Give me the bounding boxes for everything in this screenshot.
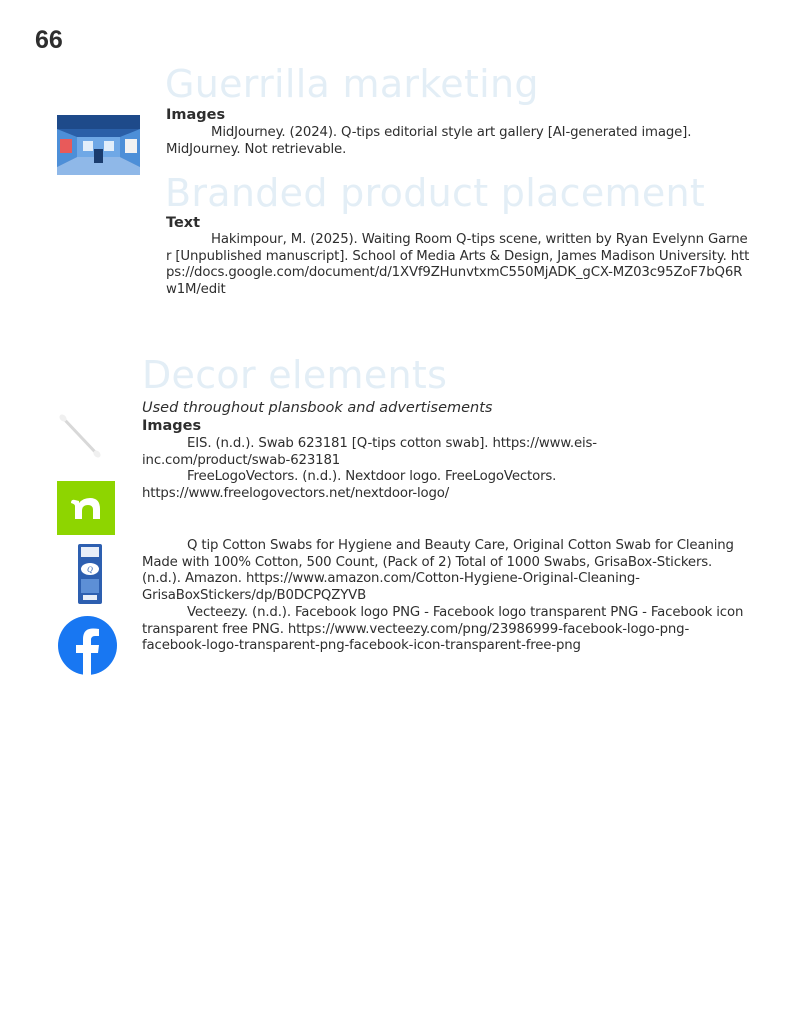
images-label: Images (142, 418, 202, 434)
reference-entry: Hakimpour, M. (2025). Waiting Room Q-tips scene, written by Ryan Evelynn Garner [Unpublished manuscript]. School of Media Arts & Design, James Madison University. https://docs.google.com/document/d/1XVf9ZHunvtxmC550MjADK_gCX-MZ03c95ZoF7bQ6Rw1M/edit (166, 232, 750, 297)
section-heading-branded-product-placement: Branded product placement (165, 171, 706, 215)
reference-entry: Vecteezy. (n.d.). Facebook logo PNG - Facebook logo transparent PNG - Facebook icon transparent free PNG. https://www.vecteezy.com/png/23986999-facebook-logo-png-facebook-logo-transparent-png-facebook-icon-transparent-free-png (142, 605, 744, 654)
reference-entry: Q tip Cotton Swabs for Hygiene and Beauty Care, Original Cotton Swab for Cleaning Made with 100% Cotton, 500 Count, (Pack of 2) Total of 1000 Swabs, GrisaBox-Stickers. (n.d.). Amazon. https://www.amazon.com/Cotton-Hygiene-Original-Cleaning-GrisaBoxStickers/dp/B0DCPQZYVB (142, 538, 734, 603)
section-subtitle: Used throughout plansbook and advertisements (142, 400, 493, 416)
page-number: 66 (35, 26, 63, 54)
facebook-logo-icon (57, 615, 118, 676)
nextdoor-logo-icon (57, 481, 115, 535)
section-heading-decor-elements: Decor elements (142, 353, 448, 397)
images-label: Images (166, 107, 226, 123)
gallery-thumbnail (57, 115, 140, 175)
svg-text:Q: Q (87, 566, 93, 574)
cotton-swab-icon (55, 410, 105, 462)
reference-entry: EIS. (n.d.). Swab 623181 [Q-tips cotton swab]. https://www.eis-inc.com/product/swab-623181 (142, 436, 597, 468)
section-heading-guerrilla-marketing: Guerrilla marketing (165, 62, 539, 106)
qtips-package-icon (77, 543, 103, 605)
reference-entry: MidJourney. (2024). Q-tips editorial style art gallery [AI-generated image]. MidJourney. Not retrievable. (166, 125, 692, 157)
reference-entry: FreeLogoVectors. (n.d.). Nextdoor logo. FreeLogoVectors. https://www.freelogovectors.net/nextdoor-logo/ (142, 469, 557, 501)
text-label: Text (166, 215, 201, 231)
